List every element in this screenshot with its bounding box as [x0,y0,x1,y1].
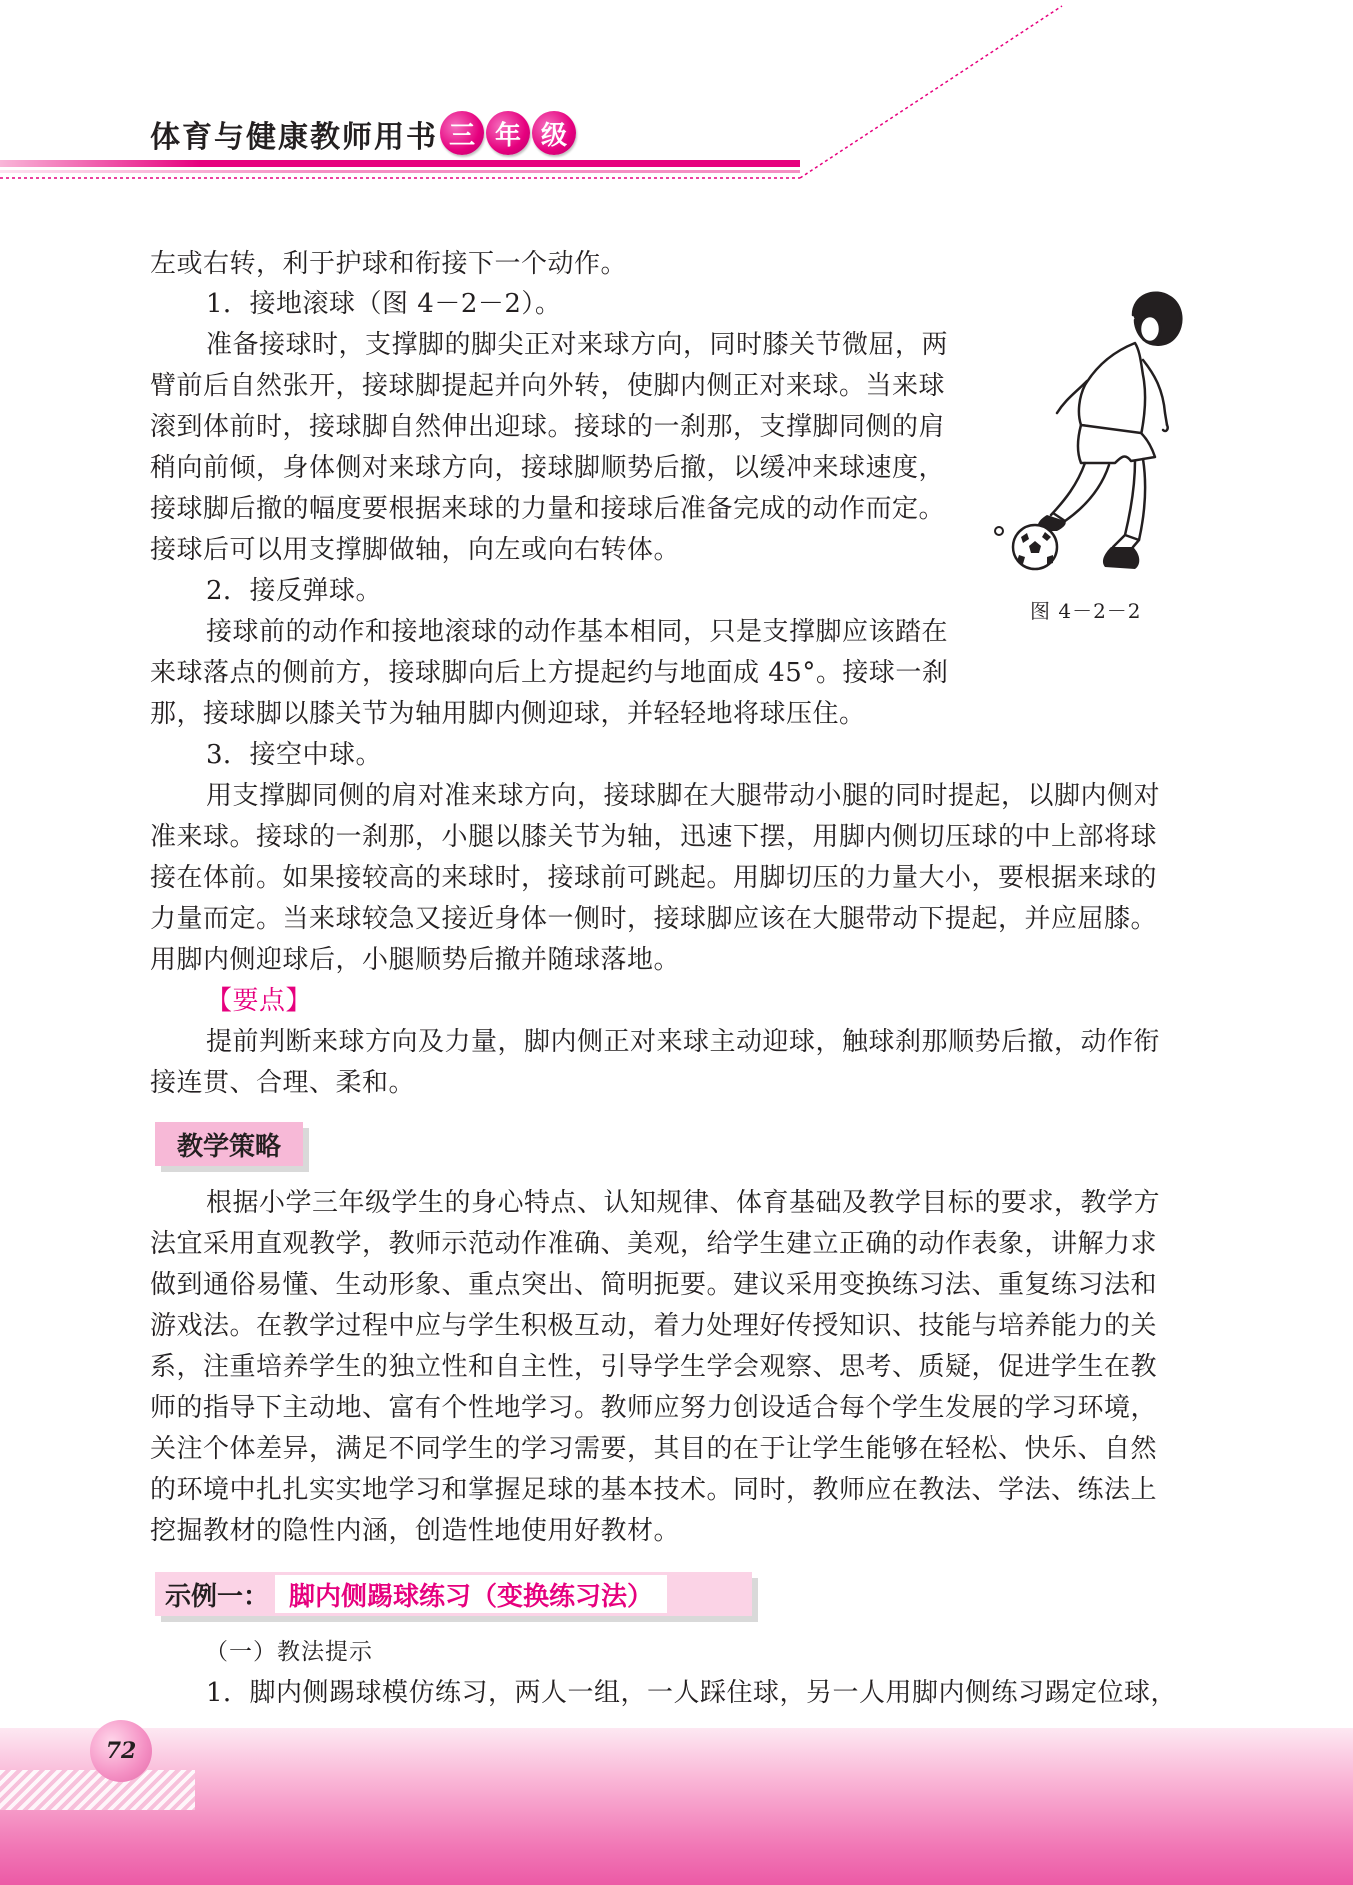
text-line: 稍向前倾，身体侧对来球方向，接球脚顺势后撤，以缓冲来球速度， [150,453,946,483]
text-line: 关注个体差异，满足不同学生的学习需要，其目的在于让学生能够在轻松、快乐、自然 [150,1434,1158,1464]
text-line: 用支撑脚同侧的肩对准来球方向，接球脚在大腿带动小腿的同时提起，以脚内侧对 [206,781,1161,811]
heading-bounce-ball: 2．接反弹球。 [206,576,383,606]
text-line: 来球落点的侧前方，接球脚向后上方提起约与地面成 45°。接球一刹 [150,658,949,688]
grade-char: 级 [532,111,576,155]
page-number: 72 [90,1720,152,1782]
paragraph-intro: 左或右转，利于护球和衔接下一个动作。 [150,249,628,279]
text-line: 做到通俗易懂、生动形象、重点突出、简明扼要。建议采用变换练习法、重复练习法和 [150,1270,1158,1300]
text-line: 准来球。接球的一刹那，小腿以膝关节为轴，迅速下摆，用脚内侧切压球的中上部将球 [150,822,1158,852]
text-line: 的环境中扎扎实实地学习和掌握足球的基本技术。同时，教师应在教法、学法、练法上 [150,1475,1158,1505]
text-line: 滚到体前时，接球脚自然伸出迎球。接球的一刹那，支撑脚同侧的肩 [150,412,946,442]
sub-heading-teaching-tips: （一）教法提示 [205,1639,373,1665]
example-title: 脚内侧踢球练习（变换练习法） [275,1575,667,1613]
text-line: 挖掘教材的隐性内涵，创造性地使用好教材。 [150,1516,681,1546]
text-line: 臂前后自然张开，接球脚提起并向外转，使脚内侧正对来球。当来球 [150,371,946,401]
book-title: 体育与健康教师用书 [150,120,438,155]
text-line: 接球前的动作和接地滚球的动作基本相同，只是支撑脚应该踏在 [206,617,949,647]
header-bar [0,160,800,167]
example-line: 1．脚内侧踢球模仿练习，两人一组，一人踩住球，另一人用脚内侧练习踢定位球， [206,1678,1178,1708]
section-heading-teaching-strategy: 教学策略 [155,1122,303,1166]
text-line: 法宜采用直观教学，教师示范动作准确、美观，给学生建立正确的动作表象，讲解力求 [150,1229,1158,1259]
text-line: 游戏法。在教学过程中应与学生积极互动，着力处理好传授知识、技能与培养能力的关 [150,1311,1158,1341]
text-line: 系，注重培养学生的独立性和自主性，引导学生学会观察、思考、质疑，促进学生在教 [150,1352,1158,1382]
text-line: 师的指导下主动地、富有个性地学习。教师应努力创设适合每个学生发展的学习环境， [150,1393,1158,1423]
heading-air-ball: 3．接空中球。 [206,740,383,770]
header-bar-secondary [0,170,800,173]
heading-ground-ball: 1．接地滚球（图 4－2－2）。 [206,289,562,319]
footer-stripes [0,1770,195,1810]
example-heading [155,1572,752,1616]
figure-caption: 图 4－2－2 [1030,599,1142,623]
text-line: 用脚内侧迎球后，小腿顺势后撤并随球落地。 [150,945,681,975]
text-line: 力量而定。当来球较急又接近身体一侧时，接球脚应该在大腿带动下提起，并应屈膝。 [150,904,1158,934]
text-line: 准备接球时，支撑脚的脚尖正对来球方向，同时膝关节微屈，两 [206,330,949,360]
text-line: 根据小学三年级学生的身心特点、认知规律、体育基础及教学目标的要求，教学方 [206,1188,1161,1218]
grade-char: 年 [486,111,530,155]
text-line: 接连贯、合理、柔和。 [150,1068,416,1098]
key-point-label: 【要点】 [206,986,313,1016]
soccer-player-illustration [985,285,1205,590]
text-line: 提前判断来球方向及力量，脚内侧正对来球主动迎球，触球刹那顺势后撤，动作衔 [206,1027,1161,1057]
footer-band [0,1728,1353,1885]
grade-badge [440,111,576,155]
text-line: 接在体前。如果接较高的来球时，接球前可跳起。用脚切压的力量大小，要根据来球的 [150,863,1158,893]
text-line: 那，接球脚以膝关节为轴用脚内侧迎球，并轻轻地将球压住。 [150,699,866,729]
example-prefix: 示例一： [165,1581,270,1612]
grade-char: 三 [440,111,484,155]
text-line: 接球后可以用支撑脚做轴，向左或向右转体。 [150,535,681,565]
text-line: 接球脚后撤的幅度要根据来球的力量和接球后准备完成的动作而定。 [150,494,946,524]
